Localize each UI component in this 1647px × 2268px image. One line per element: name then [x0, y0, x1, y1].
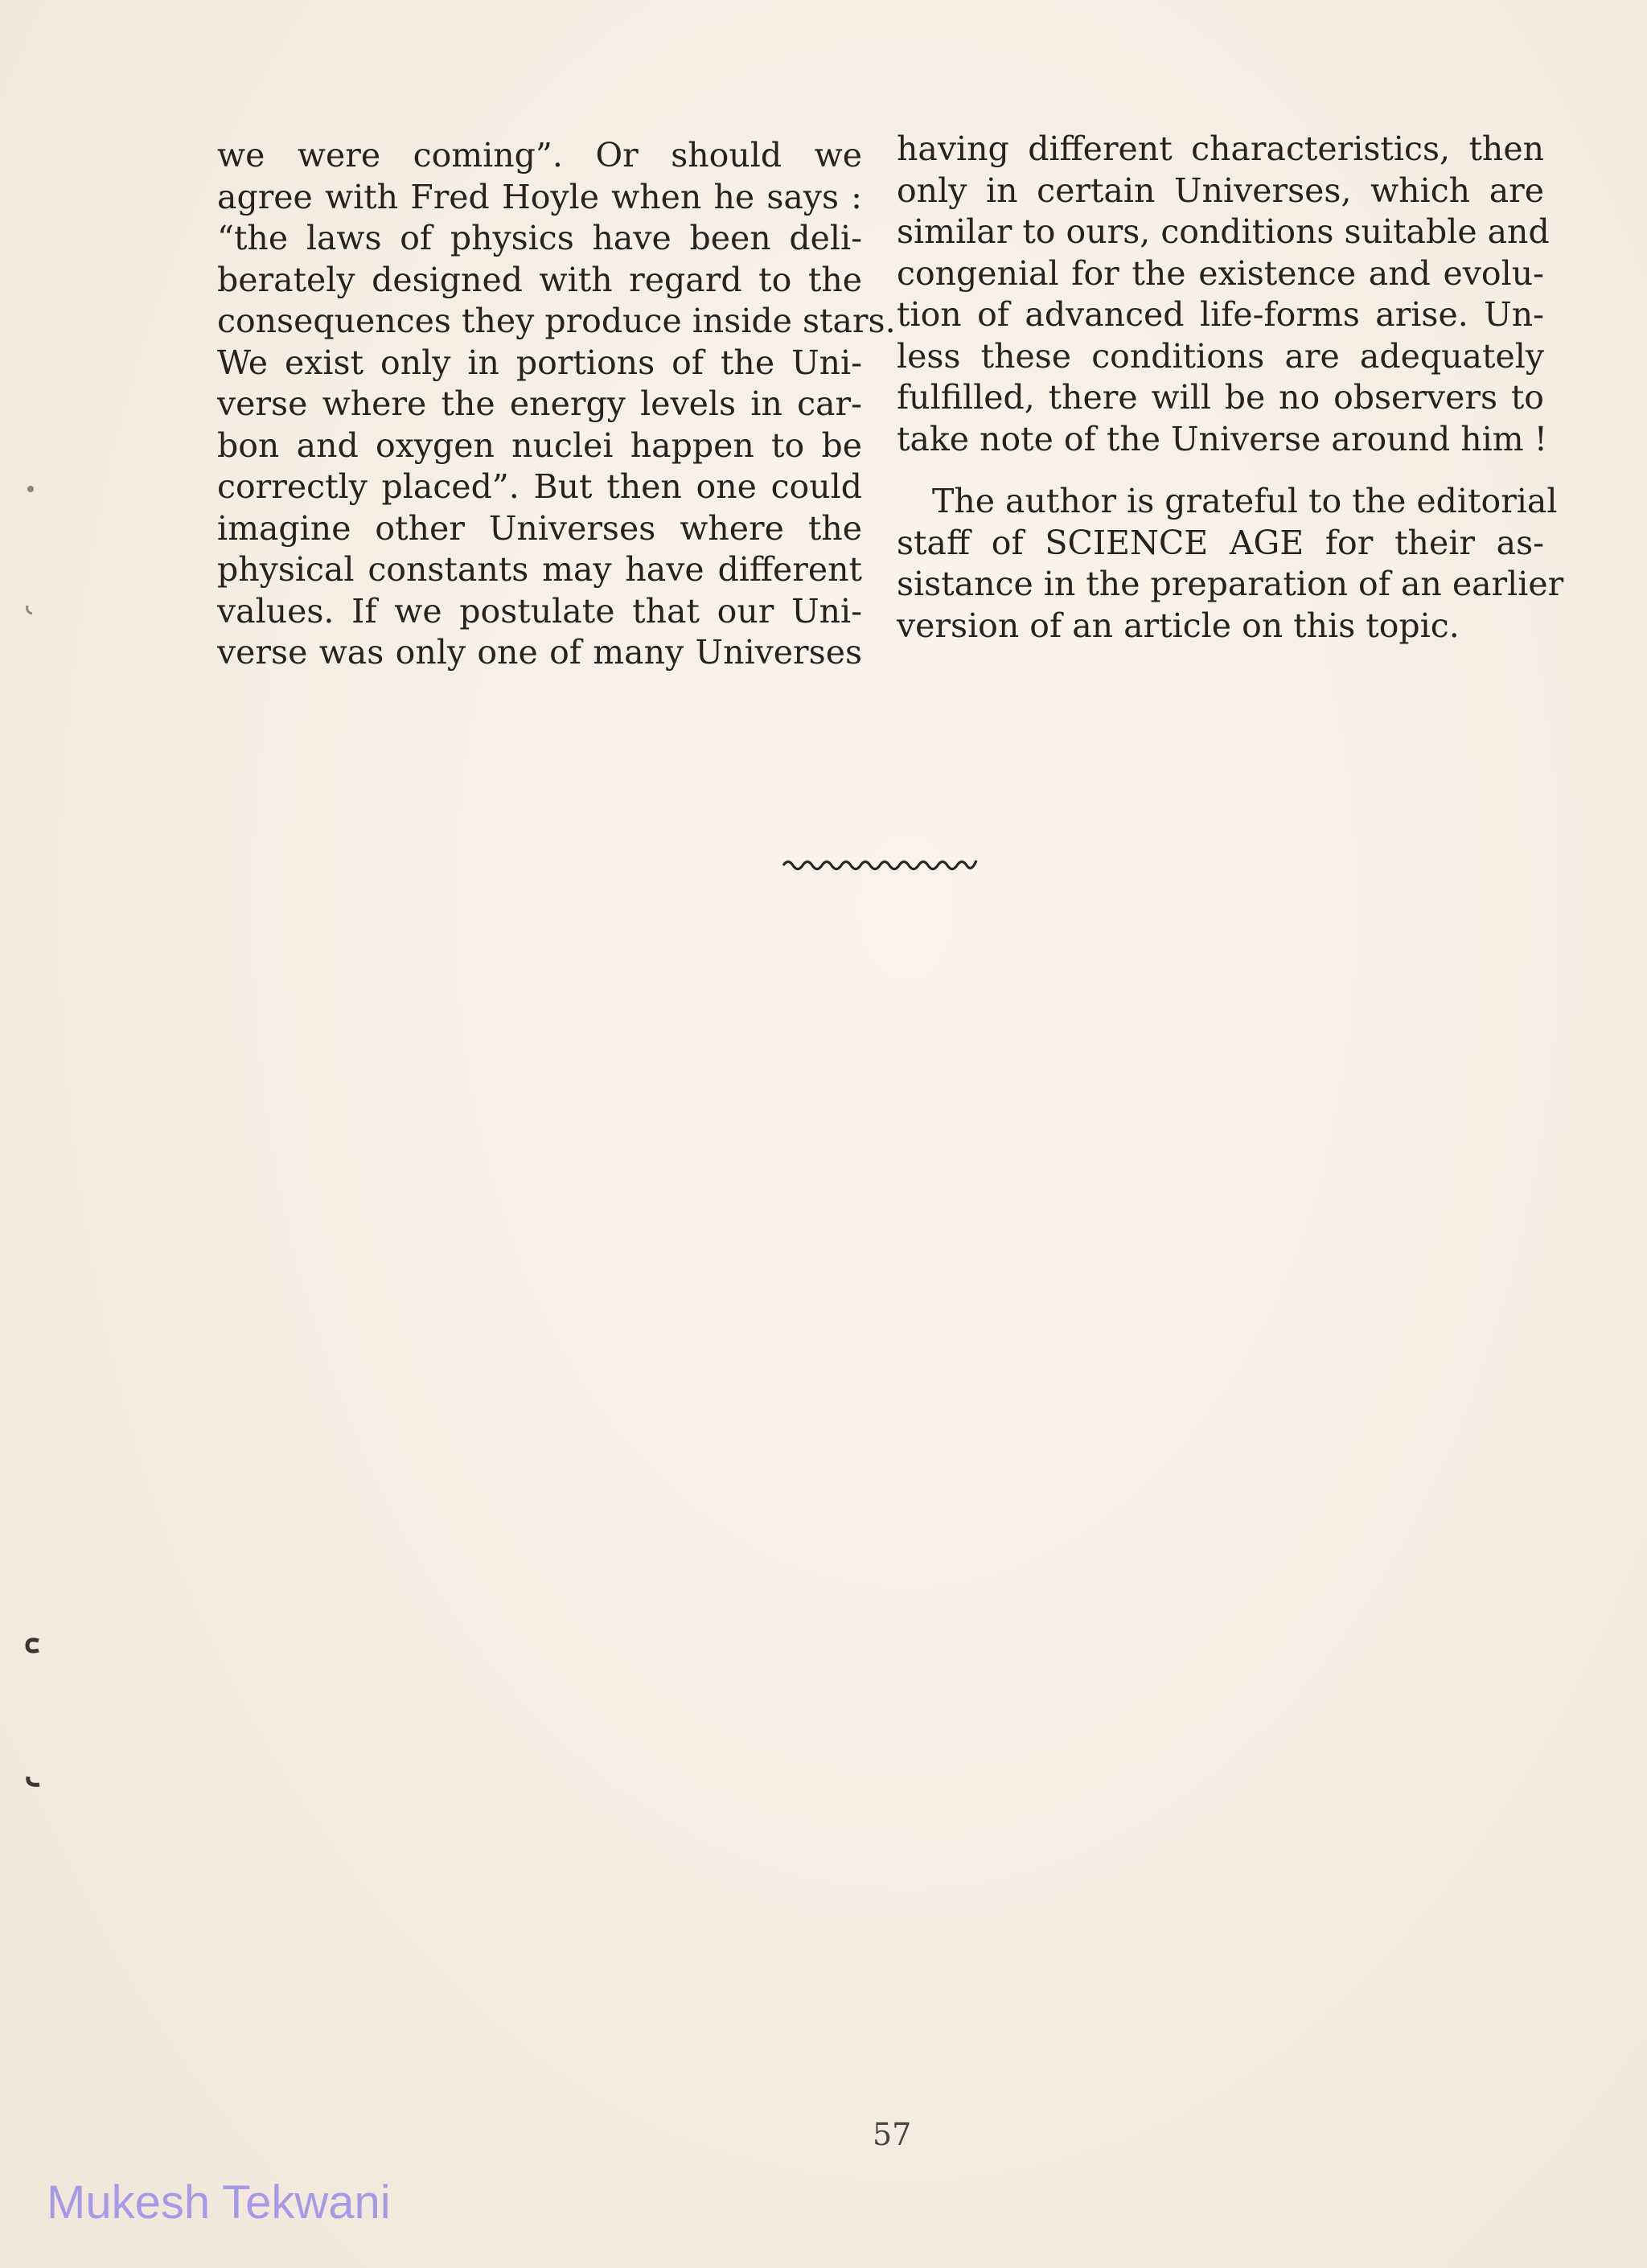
margin-speck-mark: [23, 603, 39, 616]
text-line: berately designed with regard to the: [217, 260, 862, 299]
text-line: staff of SCIENCE AGE for their as-: [897, 523, 1544, 562]
text-line: take note of the Universe around him !: [897, 419, 1548, 458]
text-line: physical constants may have different: [217, 550, 862, 589]
text-line: fulfilled, there will be no observers to: [897, 378, 1544, 417]
text-line: correctly placed”. But then one could: [217, 467, 862, 506]
text-line: verse where the energy levels in car-: [217, 384, 862, 423]
text-line: consequences they produce inside stars.: [217, 302, 896, 340]
right-text-column: [897, 129, 1564, 647]
margin-speck-mark: [23, 483, 39, 495]
text-line: having different characteristics, then: [897, 129, 1544, 168]
text-line: sistance in the preparation of an earlier: [897, 565, 1564, 603]
text-line: only in certain Universes, which are: [897, 171, 1544, 210]
watermark-text: Mukesh Tekwani: [47, 2176, 391, 2229]
binding-hole-mark: [23, 1773, 43, 1791]
text-line: tion of advanced life-forms arise. Un-: [897, 295, 1544, 334]
paragraph-gap: [897, 460, 1544, 481]
page-number: 57: [873, 2117, 912, 2152]
text-line: verse was only one of many Universes: [217, 633, 862, 672]
left-text-column: [217, 135, 896, 674]
text-line: We exist only in portions of the Uni-: [217, 343, 862, 382]
text-line: values. If we postulate that our Uni-: [217, 591, 862, 631]
text-line: imagine other Universes where the: [217, 508, 862, 548]
paragraph-universes: [897, 129, 1550, 460]
text-line: agree with Fred Hoyle when he says :: [217, 177, 862, 216]
text-line: less these conditions are adequately: [897, 336, 1544, 376]
paragraph-acknowledgement: [897, 481, 1564, 647]
text-line: congenial for the existence and evolu-: [897, 253, 1544, 293]
text-line: The author is grateful to the editorial: [932, 482, 1558, 520]
binding-hole-mark: [23, 1637, 43, 1654]
text-line: version of an article on this topic.: [897, 606, 1460, 645]
text-line: we were coming”. Or should we: [217, 136, 862, 175]
text-line: bon and oxygen nuclei happen to be: [217, 425, 862, 465]
text-line: similar to ours, conditions suitable and: [897, 212, 1550, 251]
wavy-divider-ornament: [782, 853, 983, 873]
text-line: “the laws of physics have been deli-: [217, 219, 862, 257]
